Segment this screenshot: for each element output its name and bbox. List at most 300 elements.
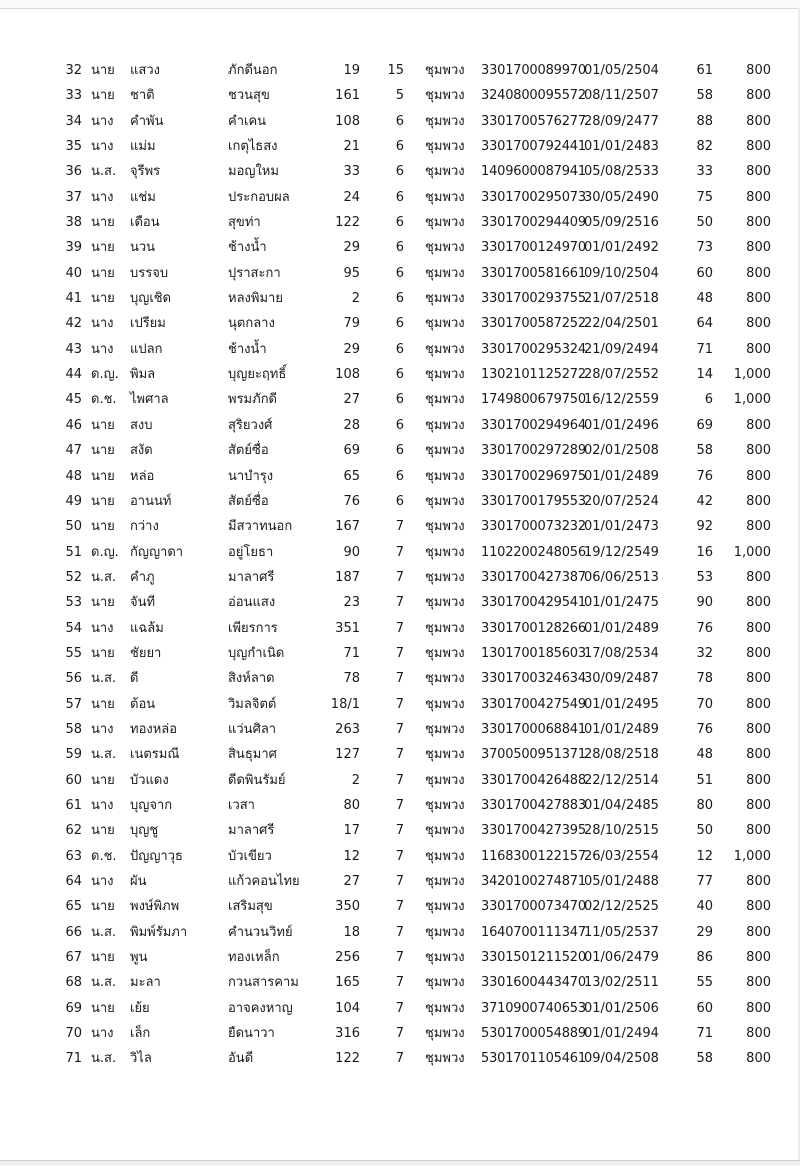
table-row: [0, 894, 800, 919]
table-row: [0, 590, 800, 615]
row-moo: 6: [395, 240, 404, 256]
row-house-number: 78: [343, 671, 360, 687]
table-row: [0, 616, 800, 641]
row-title: น.ส.: [91, 747, 117, 763]
row-last-name: มาลาศรี: [228, 569, 275, 585]
row-house-number: 351: [335, 620, 360, 636]
row-village: ชุมพวง: [425, 1051, 465, 1067]
row-number: 63: [65, 848, 82, 864]
table-row: [0, 438, 800, 463]
table-row: [0, 387, 800, 412]
row-birth-date: 30/09/2487: [584, 671, 659, 687]
row-birth-date: 01/01/2494: [584, 1026, 659, 1042]
table-row: [0, 1046, 800, 1071]
row-first-name: ชาติ: [130, 88, 155, 104]
row-amount: 800: [746, 164, 771, 180]
row-amount: 800: [746, 595, 771, 611]
row-id-number: 3301700587252: [481, 316, 586, 332]
row-age: 48: [696, 747, 713, 763]
row-first-name: วิไล: [130, 1051, 152, 1067]
row-last-name: มอญใหม: [228, 164, 279, 180]
row-first-name: บรรจบ: [130, 265, 169, 281]
row-house-number: 79: [343, 316, 360, 332]
row-first-name: แสวง: [130, 63, 160, 78]
row-age: 50: [696, 823, 713, 839]
row-first-name: สงบ: [130, 417, 153, 433]
row-age: 86: [696, 950, 713, 966]
table-row: [0, 768, 800, 793]
row-age: 69: [696, 417, 713, 433]
row-village: ชุมพวง: [425, 924, 465, 940]
row-first-name: กว่าง: [130, 519, 159, 535]
row-number: 42: [65, 316, 82, 332]
row-birth-date: 22/04/2501: [584, 316, 659, 332]
row-title: นาย: [91, 443, 115, 459]
row-amount: 800: [746, 291, 771, 307]
row-age: 53: [696, 569, 713, 585]
row-number: 35: [65, 139, 82, 155]
row-age: 58: [696, 1051, 713, 1067]
row-title: นาย: [91, 468, 115, 484]
row-first-name: บัวแดง: [130, 772, 169, 788]
row-id-number: 3301700427395: [481, 823, 586, 839]
row-age: 58: [696, 443, 713, 459]
row-id-number: 3420100274871: [481, 874, 586, 889]
row-birth-date: 30/05/2490: [584, 189, 659, 205]
row-last-name: คำเคน: [228, 113, 267, 129]
row-amount: 800: [746, 240, 771, 256]
row-age: 76: [696, 620, 713, 636]
row-first-name: พิมล: [130, 367, 156, 383]
row-title: ด.ญ.: [91, 367, 119, 383]
row-last-name: นุตกลาง: [228, 316, 275, 332]
row-id-number: 3301501211520: [481, 950, 586, 966]
row-first-name: กัญญาดา: [130, 544, 184, 560]
row-house-number: 28: [343, 417, 360, 433]
row-id-number: 3301700296975: [481, 468, 586, 484]
row-amount: 800: [746, 113, 771, 129]
row-id-number: 1640700111347: [481, 924, 586, 940]
table-row: [0, 565, 800, 590]
row-first-name: จันที: [130, 595, 156, 611]
row-house-number: 27: [343, 392, 360, 408]
row-village: ชุมพวง: [425, 113, 465, 129]
row-last-name: บุญยะฤทธิ์: [228, 367, 287, 383]
row-birth-date: 21/07/2518: [584, 291, 659, 307]
table-row: [0, 970, 800, 995]
row-moo: 6: [395, 443, 404, 459]
table-row: [0, 793, 800, 818]
row-first-name: หล่อ: [130, 468, 155, 484]
table-row: [0, 945, 800, 970]
row-house-number: 108: [335, 367, 360, 383]
row-first-name: ชัยยา: [130, 645, 162, 661]
row-id-number: 1302101125272: [481, 367, 586, 383]
row-number: 36: [65, 164, 82, 180]
row-first-name: ปัญญาวุธ: [130, 848, 183, 864]
row-age: 88: [696, 113, 713, 129]
row-village: ชุมพวง: [425, 950, 465, 966]
row-birth-date: 01/01/2473: [584, 519, 659, 535]
row-village: ชุมพวง: [425, 1000, 465, 1016]
row-age: 60: [696, 265, 713, 281]
row-house-number: 161: [335, 88, 360, 104]
row-age: 90: [696, 595, 713, 611]
row-number: 64: [65, 874, 82, 889]
row-amount: 800: [746, 341, 771, 357]
row-age: 58: [696, 88, 713, 104]
table-row: [0, 159, 800, 184]
row-number: 52: [65, 569, 82, 585]
row-id-number: 3301700295073: [481, 189, 586, 205]
row-first-name: ดี: [130, 671, 139, 687]
row-age: 78: [696, 671, 713, 687]
row-number: 59: [65, 747, 82, 763]
row-id-number: 3301700073470: [481, 899, 586, 915]
row-house-number: 17: [343, 823, 360, 839]
row-house-number: 104: [335, 1000, 360, 1016]
row-moo: 5: [395, 88, 404, 104]
row-moo: 7: [395, 519, 404, 535]
row-title: นาย: [91, 772, 115, 788]
row-amount: 800: [746, 721, 771, 737]
row-id-number: 1749800679750: [481, 392, 586, 408]
row-last-name: คำนวนวิทย์: [228, 924, 293, 940]
row-village: ชุมพวง: [425, 772, 465, 788]
row-number: 58: [65, 721, 82, 737]
beneficiary-table: [0, 58, 800, 1072]
row-number: 57: [65, 696, 82, 712]
row-house-number: 80: [343, 797, 360, 813]
row-id-number: 3301700427549: [481, 696, 586, 712]
row-amount: 800: [746, 671, 771, 687]
row-moo: 7: [395, 772, 404, 788]
row-moo: 6: [395, 265, 404, 281]
row-last-name: สัตย์ซื่อ: [228, 493, 269, 509]
row-house-number: 21: [343, 139, 360, 155]
row-age: 55: [696, 975, 713, 991]
row-first-name: สงัด: [130, 443, 153, 459]
row-title: นาง: [91, 721, 114, 737]
row-number: 41: [65, 291, 82, 307]
row-moo: 6: [395, 316, 404, 332]
row-id-number: 3301700581661: [481, 265, 586, 281]
table-row: [0, 666, 800, 691]
row-title: นาง: [91, 139, 114, 155]
row-moo: 7: [395, 645, 404, 661]
row-moo: 7: [395, 950, 404, 966]
row-number: 32: [65, 63, 82, 78]
row-amount: 800: [746, 139, 771, 155]
row-village: ชุมพวง: [425, 899, 465, 915]
row-id-number: 3301700427387: [481, 569, 586, 585]
row-id-number: 3301700294964: [481, 417, 586, 433]
row-title: นาย: [91, 240, 115, 256]
row-house-number: 256: [335, 950, 360, 966]
row-amount: 800: [746, 924, 771, 940]
row-first-name: บุญชู: [130, 823, 159, 839]
row-first-name: จุรีพร: [130, 164, 161, 180]
row-age: 61: [696, 63, 713, 78]
row-id-number: 3301700073232: [481, 519, 586, 535]
row-amount: 800: [746, 1026, 771, 1042]
row-village: ชุมพวง: [425, 848, 465, 864]
row-id-number: 3301700293755: [481, 291, 586, 307]
row-number: 60: [65, 772, 82, 788]
table-row: [0, 514, 800, 539]
row-village: ชุมพวง: [425, 721, 465, 737]
row-id-number: 3301700128266: [481, 620, 586, 636]
row-id-number: 3301700089970: [481, 63, 586, 78]
row-last-name: เกตุไธสง: [228, 139, 278, 155]
row-age: 32: [696, 645, 713, 661]
row-birth-date: 09/04/2508: [584, 1051, 659, 1067]
row-last-name: เสริมสุข: [228, 899, 273, 915]
row-moo: 6: [395, 164, 404, 180]
row-number: 56: [65, 671, 82, 687]
row-amount: 800: [746, 88, 771, 104]
table-row: [0, 464, 800, 489]
row-moo: 7: [395, 823, 404, 839]
row-moo: 7: [395, 1051, 404, 1067]
row-first-name: ต้อน: [130, 696, 156, 712]
table-row: [0, 1021, 800, 1046]
row-village: ชุมพวง: [425, 341, 465, 357]
row-amount: 800: [746, 975, 771, 991]
table-row: [0, 337, 800, 362]
table-row: [0, 920, 800, 945]
row-birth-date: 19/12/2549: [584, 544, 659, 560]
table-row: [0, 818, 800, 843]
row-moo: 7: [395, 848, 404, 864]
row-amount: 800: [746, 823, 771, 839]
top-border: [0, 0, 800, 9]
row-house-number: 71: [343, 645, 360, 661]
row-id-number: 3301700429541: [481, 595, 586, 611]
row-village: ชุมพวง: [425, 620, 465, 636]
row-amount: 800: [746, 1051, 771, 1067]
row-village: ชุมพวง: [425, 215, 465, 231]
row-moo: 7: [395, 696, 404, 712]
row-id-number: 3301700426488: [481, 772, 586, 788]
row-number: 50: [65, 519, 82, 535]
row-amount: 800: [746, 519, 771, 535]
bottom-border: [0, 1160, 800, 1166]
row-amount: 800: [746, 316, 771, 332]
row-number: 44: [65, 367, 82, 383]
row-first-name: พิมพ์รัมภา: [130, 924, 188, 940]
row-number: 34: [65, 113, 82, 129]
row-id-number: 3301600443470: [481, 975, 586, 991]
row-birth-date: 01/01/2489: [584, 620, 659, 636]
row-last-name: ปุราสะกา: [228, 265, 281, 281]
row-last-name: อยู่โยธา: [228, 544, 274, 560]
row-moo: 7: [395, 721, 404, 737]
row-moo: 7: [395, 1000, 404, 1016]
row-title: นาง: [91, 316, 114, 332]
row-birth-date: 01/01/2492: [584, 240, 659, 256]
row-id-number: 3301700297289: [481, 443, 586, 459]
row-moo: 7: [395, 1026, 404, 1042]
row-village: ชุมพวง: [425, 493, 465, 509]
row-first-name: เนตรมณี: [130, 747, 180, 763]
row-first-name: บุญเชิด: [130, 291, 172, 307]
table-row: [0, 489, 800, 514]
row-amount: 800: [746, 569, 771, 585]
row-first-name: แช่ม: [130, 189, 156, 205]
row-first-name: เปรียม: [130, 316, 166, 332]
row-id-number: 3301700179553: [481, 493, 586, 509]
row-first-name: คำภู: [130, 569, 155, 585]
row-moo: 6: [395, 215, 404, 231]
row-age: 76: [696, 721, 713, 737]
row-last-name: แก้วคอนไทย: [228, 874, 300, 889]
table-row: [0, 869, 800, 894]
row-birth-date: 28/08/2518: [584, 747, 659, 763]
row-last-name: พรมภักดี: [228, 392, 278, 408]
row-moo: 7: [395, 569, 404, 585]
row-id-number: 3301700068841: [481, 721, 586, 737]
row-id-number: 1168300122157: [481, 848, 586, 864]
row-village: ชุมพวง: [425, 671, 465, 687]
row-birth-date: 28/10/2515: [584, 823, 659, 839]
row-house-number: 165: [335, 975, 360, 991]
row-title: นาง: [91, 113, 114, 129]
row-title: น.ส.: [91, 164, 117, 180]
row-house-number: 167: [335, 519, 360, 535]
row-last-name: วิมลจิตต์: [228, 696, 277, 712]
row-id-number: 3301700792441: [481, 139, 586, 155]
row-first-name: นวน: [130, 240, 156, 256]
row-birth-date: 13/02/2511: [584, 975, 659, 991]
row-birth-date: 20/07/2524: [584, 493, 659, 509]
row-house-number: 122: [335, 1051, 360, 1067]
row-birth-date: 01/01/2489: [584, 721, 659, 737]
row-age: 77: [696, 874, 713, 889]
table-row: [0, 996, 800, 1021]
row-last-name: แว่นศิลา: [228, 721, 277, 737]
row-age: 14: [696, 367, 713, 383]
row-age: 80: [696, 797, 713, 813]
row-last-name: สิงห์ลาด: [228, 671, 275, 687]
row-moo: 6: [395, 392, 404, 408]
table-row: [0, 362, 800, 387]
row-number: 65: [65, 899, 82, 915]
row-number: 54: [65, 620, 82, 636]
table-row: [0, 413, 800, 438]
row-moo: 7: [395, 874, 404, 889]
row-age: 42: [696, 493, 713, 509]
row-house-number: 263: [335, 721, 360, 737]
row-title: ด.ญ.: [91, 544, 119, 560]
row-moo: 6: [395, 367, 404, 383]
row-birth-date: 01/01/2489: [584, 468, 659, 484]
row-moo: 7: [395, 747, 404, 763]
row-moo: 7: [395, 899, 404, 915]
row-age: 73: [696, 240, 713, 256]
table-row: [0, 692, 800, 717]
row-house-number: 2: [351, 772, 360, 788]
row-village: ชุมพวง: [425, 468, 465, 484]
row-amount: 800: [746, 443, 771, 459]
row-birth-date: 02/12/2525: [584, 899, 659, 915]
row-amount: 1,000: [733, 848, 771, 864]
row-number: 37: [65, 189, 82, 205]
row-village: ชุมพวง: [425, 823, 465, 839]
row-moo: 6: [395, 113, 404, 129]
row-village: ชุมพวง: [425, 240, 465, 256]
row-last-name: ช้างน้ำ: [228, 240, 267, 256]
row-number: 68: [65, 975, 82, 991]
row-village: ชุมพวง: [425, 1026, 465, 1042]
row-village: ชุมพวง: [425, 443, 465, 459]
row-first-name: แม่ม: [130, 139, 156, 155]
row-last-name: ชวนสุข: [228, 88, 270, 104]
row-birth-date: 01/01/2495: [584, 696, 659, 712]
row-amount: 1,000: [733, 544, 771, 560]
row-number: 71: [65, 1051, 82, 1067]
row-house-number: 24: [343, 189, 360, 205]
row-moo: 6: [395, 417, 404, 433]
row-amount: 800: [746, 215, 771, 231]
row-birth-date: 16/12/2559: [584, 392, 659, 408]
row-village: ชุมพวง: [425, 696, 465, 712]
row-house-number: 27: [343, 874, 360, 889]
row-moo: 7: [395, 975, 404, 991]
row-village: ชุมพวง: [425, 544, 465, 560]
row-amount: 800: [746, 468, 771, 484]
row-house-number: 316: [335, 1026, 360, 1042]
row-id-number: 3700500951371: [481, 747, 586, 763]
row-amount: 800: [746, 874, 771, 889]
row-number: 47: [65, 443, 82, 459]
row-birth-date: 28/09/2477: [584, 113, 659, 129]
row-village: ชุมพวง: [425, 747, 465, 763]
row-title: นาย: [91, 595, 115, 611]
row-amount: 800: [746, 797, 771, 813]
row-number: 40: [65, 265, 82, 281]
table-row: [0, 641, 800, 666]
row-village: ชุมพวง: [425, 595, 465, 611]
row-age: 76: [696, 468, 713, 484]
row-moo: 7: [395, 544, 404, 560]
row-birth-date: 22/12/2514: [584, 772, 659, 788]
row-last-name: บุญกำเนิด: [228, 645, 285, 661]
row-age: 51: [696, 772, 713, 788]
row-amount: 1,000: [733, 392, 771, 408]
row-first-name: แปลก: [130, 341, 163, 357]
row-moo: 6: [395, 139, 404, 155]
row-house-number: 23: [343, 595, 360, 611]
row-last-name: อาจคงหาญ: [228, 1000, 293, 1016]
row-title: นาย: [91, 519, 115, 535]
row-house-number: 350: [335, 899, 360, 915]
row-moo: 7: [395, 924, 404, 940]
row-title: นาย: [91, 417, 115, 433]
row-last-name: สินธุมาศ: [228, 747, 277, 763]
row-amount: 800: [746, 696, 771, 712]
row-age: 48: [696, 291, 713, 307]
row-last-name: นาบำรุง: [228, 468, 274, 484]
row-amount: 800: [746, 417, 771, 433]
row-title: น.ส.: [91, 569, 117, 585]
row-birth-date: 02/01/2508: [584, 443, 659, 459]
row-last-name: สัตย์ซื่อ: [228, 443, 269, 459]
row-house-number: 122: [335, 215, 360, 231]
row-moo: 7: [395, 620, 404, 636]
row-number: 43: [65, 341, 82, 357]
row-last-name: ดีดพินรัมย์: [228, 772, 286, 788]
